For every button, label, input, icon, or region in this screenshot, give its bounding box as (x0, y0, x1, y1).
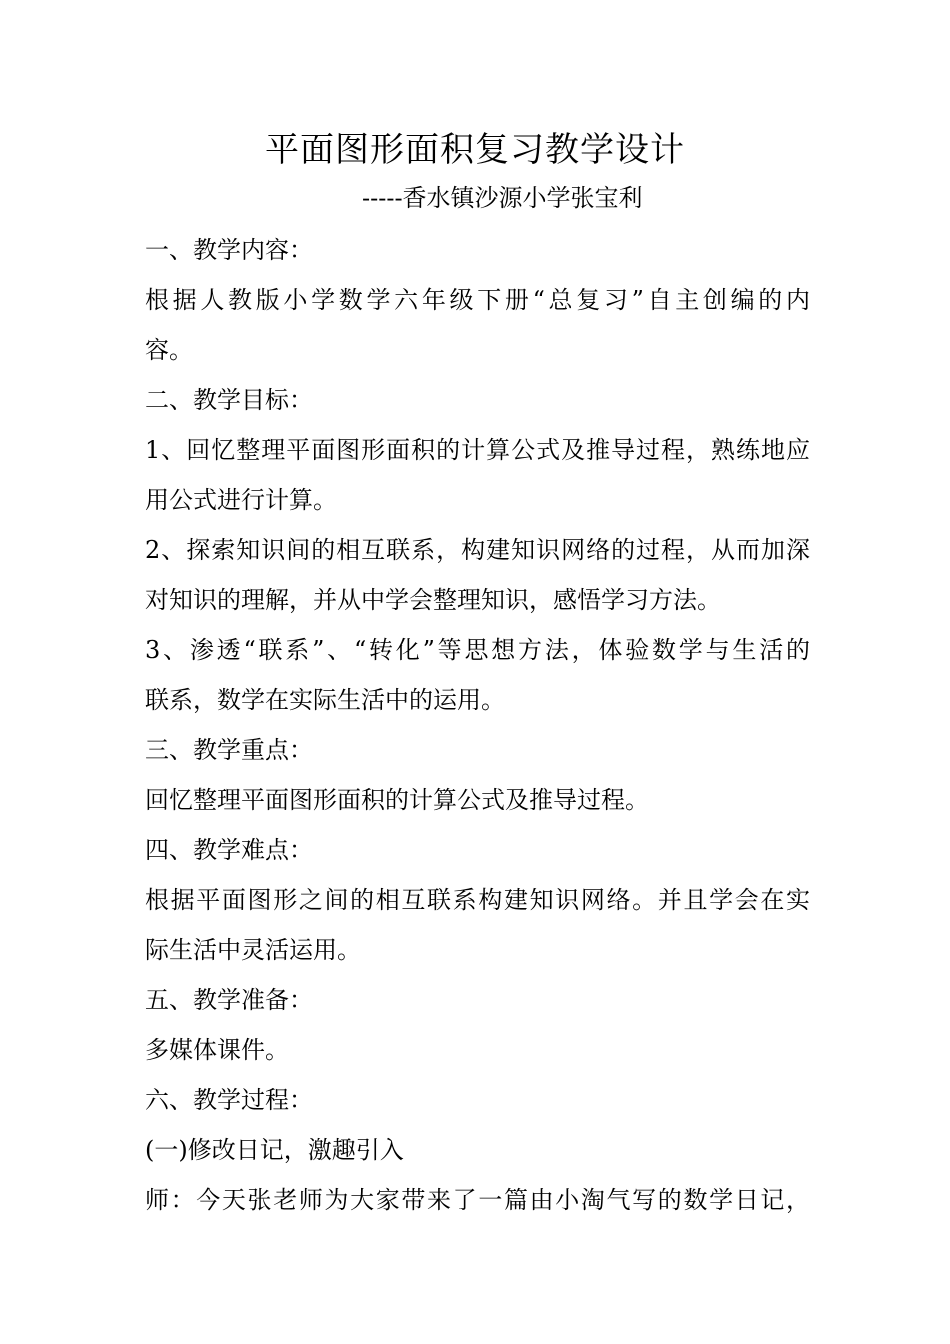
paragraph-line: 根据人教版小学数学六年级下册“总复习”自主创编的内 (145, 286, 810, 314)
heading-teaching-difficulty: 四、教学难点： (145, 836, 313, 864)
heading-teaching-focus: 三、教学重点： (145, 736, 313, 764)
paragraph-line: 2、探索知识间的相互联系，构建知识网络的过程，从而加深 (145, 536, 810, 564)
paragraph-line: 容。 (145, 336, 193, 364)
paragraph-line: 对知识的理解，并从中学会整理知识，感悟学习方法。 (145, 586, 721, 614)
heading-teaching-content: 一、教学内容： (145, 236, 313, 264)
paragraph-line: 根据平面图形之间的相互联系构建知识网络。并且学会在实 (145, 886, 810, 914)
heading-teaching-process: 六、教学过程： (145, 1086, 313, 1114)
paragraph-line: 3、渗透“联系”、“转化”等思想方法，体验数学与生活的 (145, 636, 810, 664)
document-title: 平面图形面积复习教学设计 (265, 130, 685, 170)
paragraph-line: 多媒体课件。 (145, 1036, 289, 1064)
paragraph-line: 用公式进行计算。 (145, 486, 337, 514)
heading-teaching-goals: 二、教学目标： (145, 386, 313, 414)
document-author: -----香水镇沙源小学张宝利 (362, 184, 643, 212)
subheading-step-one: (一)修改日记，激趣引入 (145, 1136, 404, 1164)
paragraph-line: 师：今天张老师为大家带来了一篇由小淘气写的数学日记， (145, 1186, 810, 1214)
paragraph-line: 联系，数学在实际生活中的运用。 (145, 686, 505, 714)
heading-teaching-preparation: 五、教学准备： (145, 986, 313, 1014)
paragraph-line: 回忆整理平面图形面积的计算公式及推导过程。 (145, 786, 649, 814)
paragraph-line: 际生活中灵活运用。 (145, 936, 361, 964)
paragraph-line: 1、回忆整理平面图形面积的计算公式及推导过程，熟练地应 (145, 436, 810, 464)
